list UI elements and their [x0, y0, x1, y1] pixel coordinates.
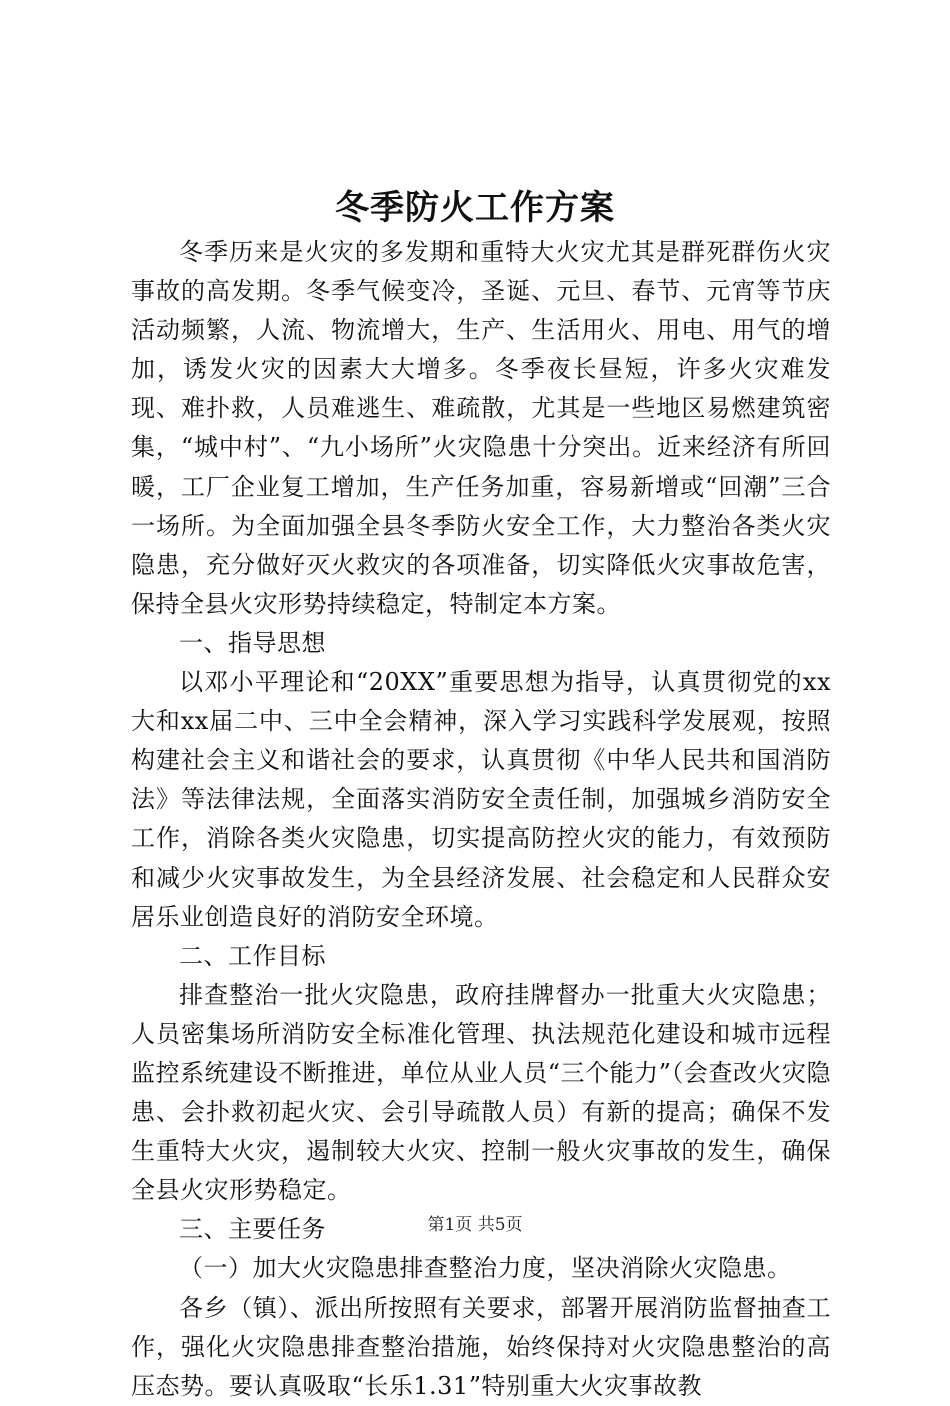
task-1-paragraph: 各乡（镇）、派出所按照有关要求，部署开展消防监督抽查工作，强化火灾隐患排查整治措施，始终保持对火灾隐患整治的高压态势。要认真吸取“长乐1.31”特别重大火灾事故教 — [131, 1293, 831, 1400]
section-heading-work-goals: 二、工作目标 — [179, 941, 326, 970]
page-number-footer: 第1页 共5页 — [427, 1215, 523, 1235]
task-1-heading: （一）加大火灾隐患排查整治力度，坚决消除火灾隐患。 — [179, 1254, 792, 1283]
intro-paragraph: 冬季历来是火灾的多发期和重特大火灾尤其是群死群伤火灾事故的高发期。冬季气候变冷，圣诞、元旦、春节、元宵等节庆活动频繁，人流、物流增大，生产、生活用火、用电、用气的增加，诱发火灾的因素大大增多。冬季夜长昼短，许多火灾难发现、难扑救，人员难逃生、难疏散，尤其是一些地区易燃建筑密集，“城中村”、“九小场所”火灾隐患十分突出。近来经济有所回暖，工厂企业复工增加，生产任务加重，容易新增或“回潮”三合一场所。为全面加强全县冬季防火安全工作，大力整治各类火灾隐患，充分做好灭火救灾的各项准备，切实降低火灾事故危害，保持全县火灾形势持续稳定，特制定本方案。 — [131, 238, 831, 618]
guiding-ideology-paragraph: 以邓小平理论和“20XX”重要思想为指导，认真贯彻党的xx大和xx届二中、三中全会精神，深入学习实践科学发展观，按照构建社会主义和谐社会的要求，认真贯彻《中华人民共和国消防法》等法律法规，全面落实消防安全责任制，加强城乡消防安全工作，消除各类火灾隐患，切实提高防控火灾的能力，有效预防和减少火灾事故发生，为全县经济发展、社会稳定和人民群众安居乐业创造良好的消防安全环境。 — [131, 668, 831, 931]
work-goals-paragraph: 排查整治一批火灾隐患，政府挂牌督办一批重大火灾隐患；人员密集场所消防安全标准化管理、执法规范化建设和城市远程监控系统建设不断推进，单位从业人员“三个能力”（会查改火灾隐患、会扑救初起火灾、会引导疏散人员）有新的提高；确保不发生重特大火灾，遏制较大火灾、控制一般火灾事故的发生，确保全县火灾形势稳定。 — [131, 980, 831, 1205]
section-heading-main-tasks: 三、主要任务 — [179, 1215, 326, 1244]
section-heading-guiding-ideology: 一、指导思想 — [179, 628, 326, 657]
document-title: 冬季防火工作方案 — [335, 188, 615, 228]
